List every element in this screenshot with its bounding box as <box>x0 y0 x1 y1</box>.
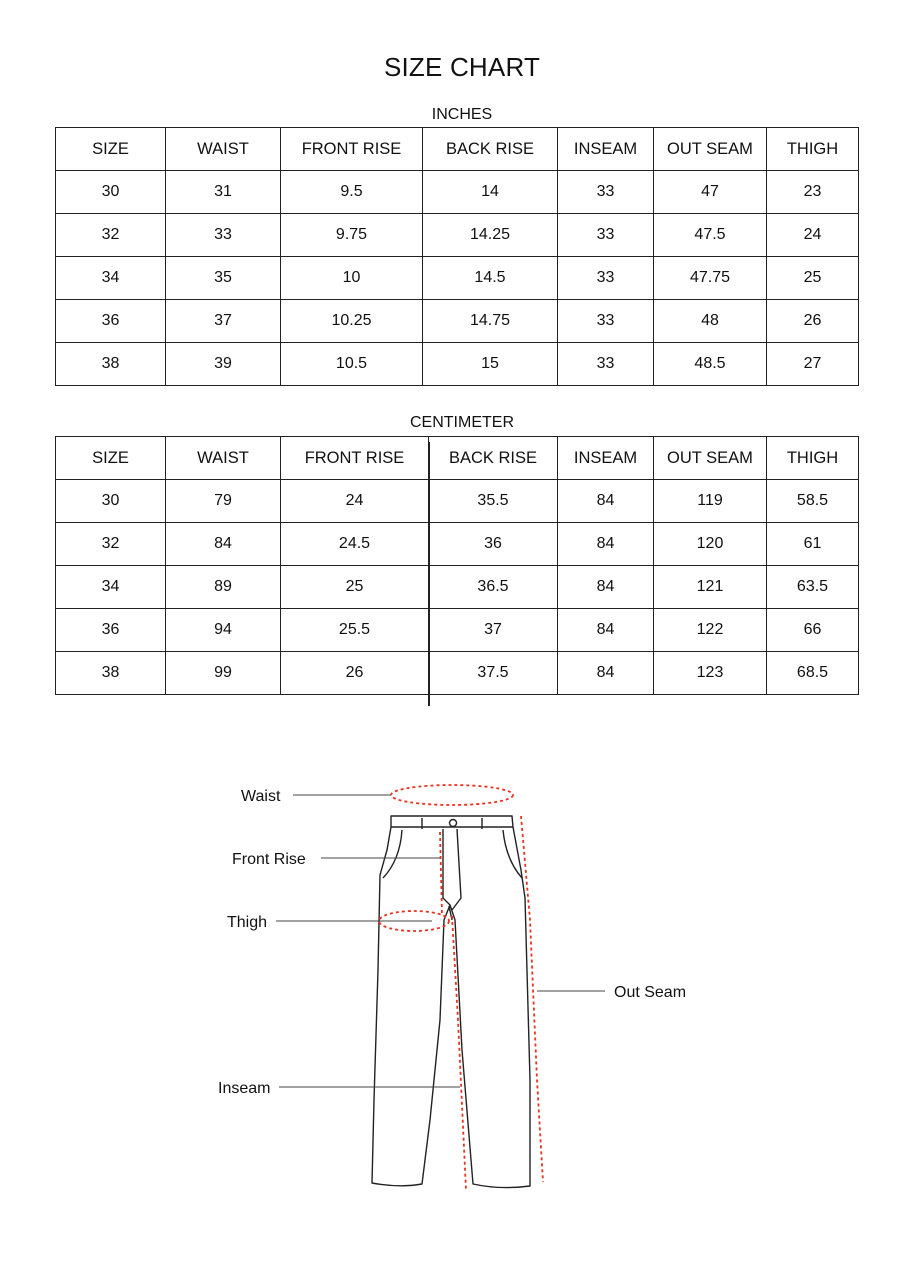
cell-waist: 94 <box>166 609 281 652</box>
cell-size: 32 <box>56 523 166 566</box>
header-waist: WAIST <box>166 128 281 171</box>
cell-out-seam: 119 <box>654 480 767 523</box>
cell-back-rise: 36 <box>429 523 558 566</box>
table-row <box>56 566 859 609</box>
cell-thigh: 24 <box>767 214 859 257</box>
cell-out-seam: 48.5 <box>654 343 767 386</box>
cell-inseam: 84 <box>558 652 654 695</box>
cell-inseam: 33 <box>558 214 654 257</box>
waist-measure-ellipse <box>391 785 513 805</box>
cell-back-rise: 36.5 <box>429 566 558 609</box>
centimeter-header-row <box>56 437 859 480</box>
centimeter-table <box>55 436 859 695</box>
table-row <box>56 171 859 214</box>
cell-waist: 39 <box>166 343 281 386</box>
cell-size: 36 <box>56 300 166 343</box>
front-rise-label: Front Rise <box>232 851 306 868</box>
cell-thigh: 68.5 <box>767 652 859 695</box>
cell-waist: 31 <box>166 171 281 214</box>
cell-thigh: 25 <box>767 257 859 300</box>
cell-thigh: 61 <box>767 523 859 566</box>
cell-front-rise: 9.75 <box>281 214 423 257</box>
cell-thigh: 26 <box>767 300 859 343</box>
pants-outline <box>372 816 530 1188</box>
cell-inseam: 84 <box>558 480 654 523</box>
centimeter-body <box>56 480 859 695</box>
cell-waist: 79 <box>166 480 281 523</box>
cell-front-rise: 25 <box>281 566 429 609</box>
cell-front-rise: 10.25 <box>281 300 423 343</box>
cell-waist: 35 <box>166 257 281 300</box>
out-seam-label: Out Seam <box>614 984 687 1001</box>
cell-waist: 84 <box>166 523 281 566</box>
header-size: SIZE <box>56 437 166 480</box>
inches-header-row <box>56 128 859 171</box>
table-row <box>56 523 859 566</box>
cell-inseam: 33 <box>558 300 654 343</box>
centimeter-caption: CENTIMETER <box>410 414 514 431</box>
table-row <box>56 257 859 300</box>
cell-waist: 33 <box>166 214 281 257</box>
waist-label: Waist <box>241 788 281 805</box>
header-front-rise: FRONT RISE <box>281 437 429 480</box>
inches-caption: INCHES <box>431 106 493 123</box>
cell-inseam: 33 <box>558 171 654 214</box>
cell-back-rise: 37.5 <box>429 652 558 695</box>
cell-thigh: 63.5 <box>767 566 859 609</box>
cell-size: 34 <box>56 257 166 300</box>
cell-size: 38 <box>56 343 166 386</box>
cell-waist: 99 <box>166 652 281 695</box>
cell-out-seam: 47.75 <box>654 257 767 300</box>
header-back-rise: BACK RISE <box>423 128 558 171</box>
cell-out-seam: 123 <box>654 652 767 695</box>
cell-back-rise: 37 <box>429 609 558 652</box>
cell-back-rise: 14 <box>423 171 558 214</box>
cell-front-rise: 24.5 <box>281 523 429 566</box>
header-size: SIZE <box>56 128 166 171</box>
pants-illustration <box>372 816 530 1188</box>
cell-back-rise: 15 <box>423 343 558 386</box>
cell-waist: 89 <box>166 566 281 609</box>
header-inseam: INSEAM <box>558 437 654 480</box>
cell-back-rise: 14.25 <box>423 214 558 257</box>
table-row <box>56 652 859 695</box>
cell-inseam: 84 <box>558 609 654 652</box>
cell-inseam: 33 <box>558 343 654 386</box>
header-back-rise: BACK RISE <box>429 437 558 480</box>
cell-size: 36 <box>56 609 166 652</box>
cell-size: 38 <box>56 652 166 695</box>
cell-back-rise: 14.75 <box>423 300 558 343</box>
cell-back-rise: 35.5 <box>429 480 558 523</box>
pants-measurement-diagram <box>0 720 900 1240</box>
table-row <box>56 480 859 523</box>
page-title: SIZE CHART <box>383 52 541 82</box>
cell-out-seam: 120 <box>654 523 767 566</box>
header-thigh: THIGH <box>767 437 859 480</box>
header-thigh: THIGH <box>767 128 859 171</box>
thigh-label: Thigh <box>227 914 268 931</box>
cell-waist: 37 <box>166 300 281 343</box>
cell-inseam: 33 <box>558 257 654 300</box>
table-row <box>56 214 859 257</box>
inches-body <box>56 171 859 386</box>
cell-front-rise: 9.5 <box>281 171 423 214</box>
cell-size: 34 <box>56 566 166 609</box>
cell-size: 30 <box>56 171 166 214</box>
cell-front-rise: 24 <box>281 480 429 523</box>
cell-out-seam: 48 <box>654 300 767 343</box>
cell-front-rise: 10.5 <box>281 343 423 386</box>
cell-inseam: 84 <box>558 523 654 566</box>
header-out-seam: OUT SEAM <box>654 437 767 480</box>
cell-out-seam: 122 <box>654 609 767 652</box>
header-front-rise: FRONT RISE <box>281 128 423 171</box>
cell-thigh: 23 <box>767 171 859 214</box>
cell-thigh: 58.5 <box>767 480 859 523</box>
cell-back-rise: 14.5 <box>423 257 558 300</box>
cell-inseam: 84 <box>558 566 654 609</box>
table-row <box>56 343 859 386</box>
cell-front-rise: 25.5 <box>281 609 429 652</box>
inseam-label: Inseam <box>218 1080 271 1097</box>
cell-size: 30 <box>56 480 166 523</box>
cell-front-rise: 26 <box>281 652 429 695</box>
header-out-seam: OUT SEAM <box>654 128 767 171</box>
cell-out-seam: 47 <box>654 171 767 214</box>
inches-table <box>55 127 859 386</box>
cell-size: 32 <box>56 214 166 257</box>
cell-out-seam: 47.5 <box>654 214 767 257</box>
cell-out-seam: 121 <box>654 566 767 609</box>
header-inseam: INSEAM <box>558 128 654 171</box>
cell-thigh: 27 <box>767 343 859 386</box>
cell-front-rise: 10 <box>281 257 423 300</box>
table-divider-line <box>428 442 430 706</box>
cell-thigh: 66 <box>767 609 859 652</box>
table-row <box>56 609 859 652</box>
table-row <box>56 300 859 343</box>
header-waist: WAIST <box>166 437 281 480</box>
